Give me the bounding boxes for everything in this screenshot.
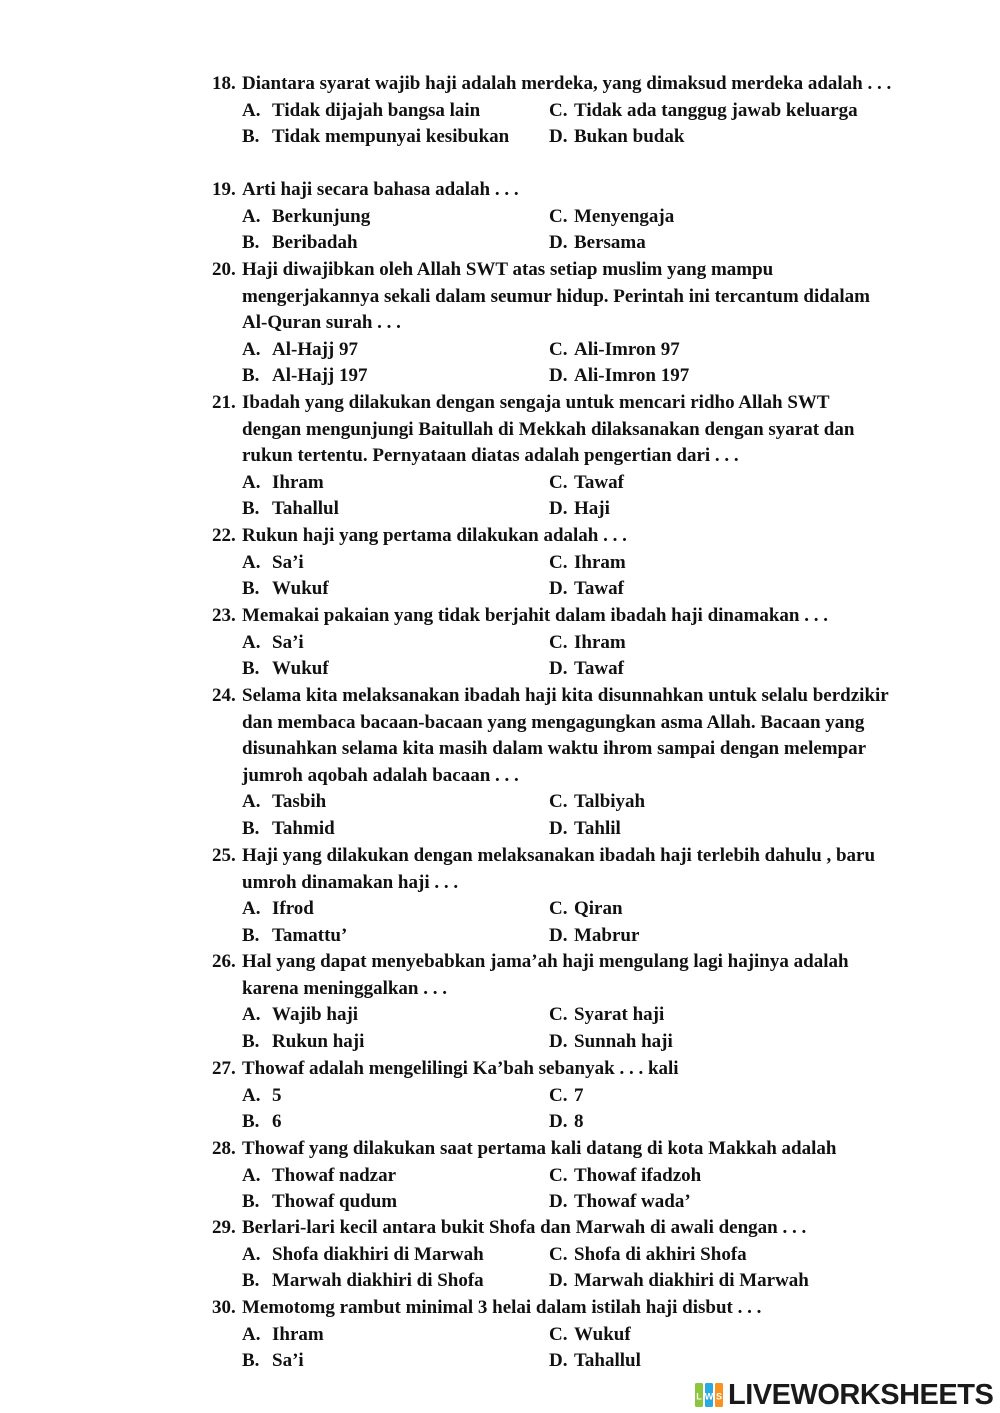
question-number: 22. (212, 525, 236, 546)
option-c: C. Wukuf (549, 1323, 631, 1345)
liveworksheets-wordmark: LIVEWORKSHEETS (728, 1378, 994, 1411)
svg-text:S: S (715, 1391, 723, 1402)
question-19 (212, 177, 892, 257)
option-b: B. Beribadah (242, 232, 358, 254)
option-a: A. Sa’i (242, 631, 304, 653)
option-d: D. Tawaf (549, 578, 624, 600)
option-a: A. Berkunjung (242, 205, 371, 227)
option-a: A. Thowaf nadzar (242, 1164, 397, 1186)
question-23 (212, 603, 892, 683)
option-d: D. 8 (549, 1111, 584, 1133)
question-text: Thowaf adalah mengelilingi Ka’bah sebanyak . . . kali (242, 1058, 679, 1079)
question-number: 25. (212, 845, 236, 866)
option-d: D. Mabrur (549, 924, 640, 946)
question-text: Memakai pakaian yang tidak berjahit dalam ibadah haji dinamakan . . . (242, 605, 828, 626)
question-text: Arti haji secara bahasa adalah . . . (242, 179, 519, 200)
option-a: A. Shofa diakhiri di Marwah (242, 1243, 484, 1265)
option-d: D. Bersama (549, 232, 646, 254)
option-d: D. Marwah diakhiri di Marwah (549, 1270, 809, 1292)
question-text: Haji diwajibkan oleh Allah SWT atas setiap muslim yang mampu mengerjakannya sekali dalam seumur hidup. Perintah ini tercantum didalam Al-Quran surah . . . (242, 259, 870, 334)
option-c: C. Syarat haji (549, 1004, 665, 1026)
option-d: D. Tahlil (549, 817, 621, 839)
question-25 (212, 843, 892, 949)
question-number: 21. (212, 392, 236, 413)
option-b: B. Al-Hajj 197 (242, 365, 368, 387)
question-29 (212, 1215, 892, 1295)
option-c: C. Talbiyah (549, 791, 646, 813)
question-number: 26. (212, 951, 236, 972)
option-c: C. Thowaf ifadzoh (549, 1164, 702, 1186)
question-number: 23. (212, 605, 236, 626)
option-b: B. Marwah diakhiri di Shofa (242, 1270, 484, 1292)
option-b: B. Tahallul (242, 498, 339, 520)
question-text: Hal yang dapat menyebabkan jama’ah haji mengulang lagi hajinya adalah karena meninggalkan . . . (242, 951, 849, 999)
question-text: Diantara syarat wajib haji adalah merdeka, yang dimaksud merdeka adalah . . . (242, 73, 892, 94)
question-30 (212, 1295, 892, 1375)
question-22 (212, 523, 892, 603)
option-b: B. Thowaf qudum (242, 1191, 398, 1213)
option-a: A. Ifrod (242, 898, 314, 920)
option-c: C. Tawaf (549, 471, 624, 493)
option-d: D. Bukan budak (549, 126, 685, 148)
question-number: 19. (212, 179, 236, 200)
svg-text:L: L (696, 1391, 702, 1402)
option-d: D. Thowaf wada’ (549, 1191, 691, 1213)
question-number: 18. (212, 73, 236, 94)
question-text: Haji yang dilakukan dengan melaksanakan ibadah haji terlebih dahulu , baru umroh dinamakan haji . . . (242, 845, 876, 893)
option-b: B. Wukuf (242, 578, 329, 600)
question-text: Ibadah yang dilakukan dengan sengaja untuk mencari ridho Allah SWT dengan mengunjungi Baitullah di Mekkah dilaksanakan dengan syarat dan rukun tertentu. Pernyataan diatas adalah pengertian dari . . . (242, 392, 855, 467)
question-number: 28. (212, 1138, 236, 1159)
option-c: C. Menyengaja (549, 205, 675, 227)
option-b: B. Rukun haji (242, 1030, 365, 1052)
option-b: B. 6 (242, 1111, 282, 1133)
option-d: D. Tawaf (549, 658, 624, 680)
option-c: C. 7 (549, 1084, 584, 1106)
question-26 (212, 949, 892, 1055)
question-24 (212, 683, 892, 843)
question-text: Berlari-lari kecil antara bukit Shofa dan Marwah di awali dengan . . . (242, 1217, 807, 1238)
question-27 (212, 1056, 892, 1136)
question-number: 27. (212, 1058, 236, 1079)
option-a: A. Sa’i (242, 551, 304, 573)
question-number: 30. (212, 1297, 236, 1318)
option-b: B. Wukuf (242, 658, 329, 680)
option-a: A. Ihram (242, 1323, 324, 1345)
question-text: Rukun haji yang pertama dilakukan adalah . . . (242, 525, 627, 546)
svg-text:W: W (704, 1391, 714, 1402)
question-21 (212, 390, 892, 523)
option-c: C. Ihram (549, 631, 626, 653)
option-c: C. Qiran (549, 898, 623, 920)
option-b: B. Tahmid (242, 817, 335, 839)
question-20 (212, 257, 892, 390)
option-c: C. Ali-Imron 97 (549, 338, 680, 360)
option-c: C. Ihram (549, 551, 626, 573)
option-a: A. Wajib haji (242, 1004, 359, 1026)
option-b: B. Sa’i (242, 1350, 304, 1372)
question-number: 20. (212, 259, 236, 280)
question-text: Selama kita melaksanakan ibadah haji kita disunnahkan untuk selalu berdzikir dan membaca bacaan-bacaan yang mengagungkan asma Allah. Bacaan yang disunahkan selama kita masih dalam waktu ihrom sampai dengan melempar jumroh aqobah adalah bacaan . . . (242, 685, 889, 786)
question-number: 29. (212, 1217, 236, 1238)
option-c: C. Tidak ada tanggug jawab keluarga (549, 99, 858, 121)
liveworksheets-logo-icon (694, 1380, 724, 1410)
question-number: 24. (212, 685, 236, 706)
option-d: D. Tahallul (549, 1350, 641, 1372)
question-text: Memotomg rambut minimal 3 helai dalam istilah haji disbut . . . (242, 1297, 762, 1318)
question-28 (212, 1136, 892, 1216)
option-a: A. Al-Hajj 97 (242, 338, 359, 360)
option-a: A. Ihram (242, 471, 324, 493)
option-a: A. Tidak dijajah bangsa lain (242, 99, 481, 121)
option-a: A. 5 (242, 1084, 282, 1106)
option-a: A. Tasbih (242, 791, 327, 813)
option-b: B. Tidak mempunyai kesibukan (242, 126, 510, 148)
option-d: D. Ali-Imron 197 (549, 365, 690, 387)
option-d: D. Haji (549, 498, 610, 520)
question-18 (212, 71, 892, 151)
question-text: Thowaf yang dilakukan saat pertama kali datang di kota Makkah adalah (242, 1138, 837, 1159)
option-c: C. Shofa di akhiri Shofa (549, 1243, 747, 1265)
option-d: D. Sunnah haji (549, 1030, 673, 1052)
liveworksheets-watermark (694, 1378, 993, 1412)
option-b: B. Tamattu’ (242, 924, 348, 946)
